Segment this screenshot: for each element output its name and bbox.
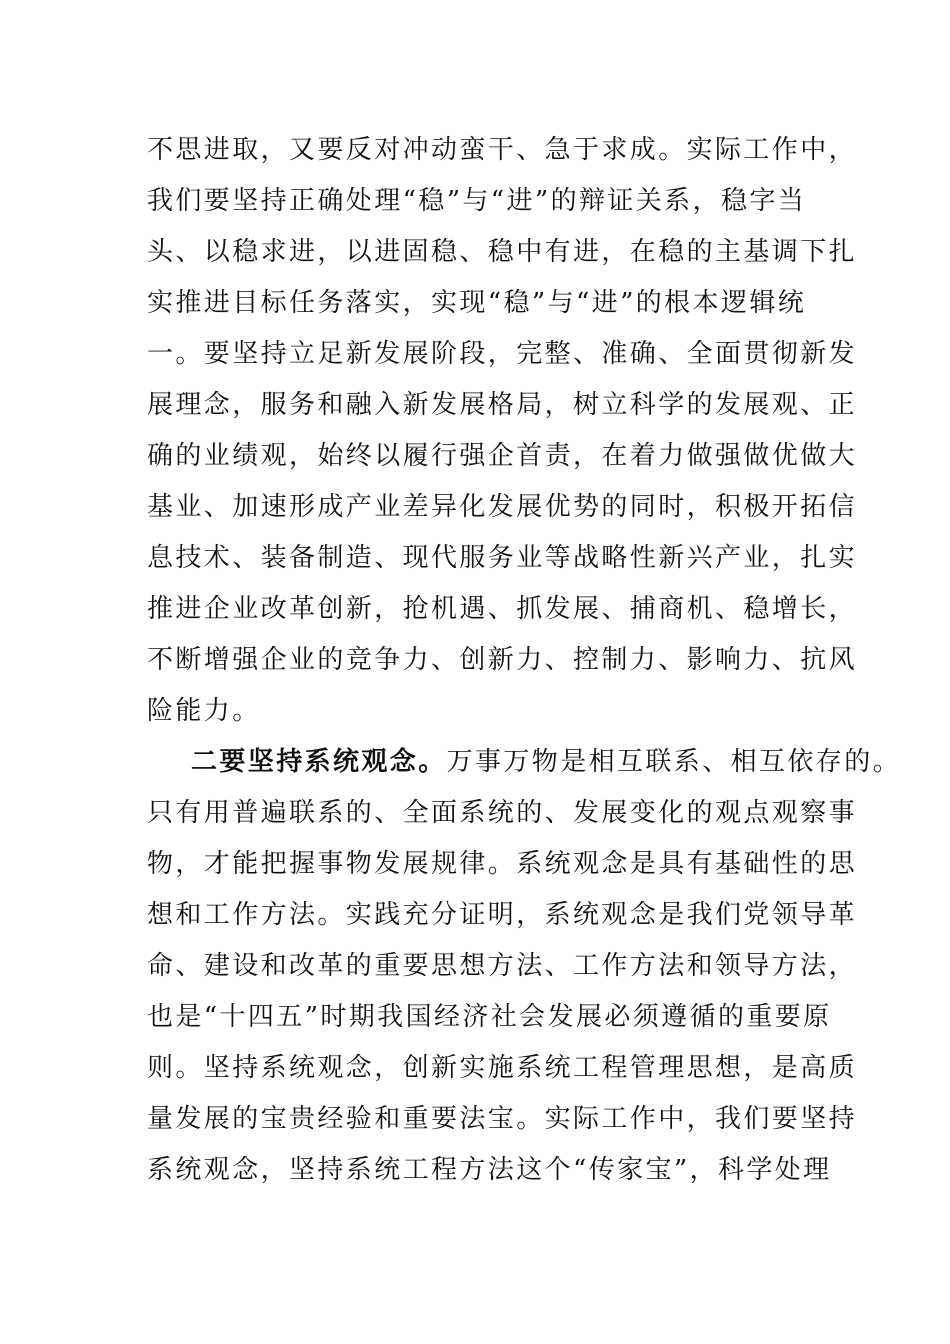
section-heading: 二要坚持系统观念。 (191, 747, 447, 777)
paragraph-2-line-9: 系统观念，坚持系统工程方法这个“传家宝”，科学处理 (147, 1155, 832, 1185)
paragraph-1-line-10: 推进企业改革创新，抢机遇、抓发展、捕商机、稳增长， (147, 594, 858, 624)
paragraph-1-line-5: 一。要坚持立足新发展阶段，完整、准确、全面贯彻新发 (147, 339, 858, 369)
paragraph-1-line-6: 展理念，服务和融入新发展格局，树立科学的发展观、正 (147, 390, 858, 420)
paragraph-1-line-11: 不断增强企业的竞争力、创新力、控制力、影响力、抗风 (147, 645, 858, 675)
paragraph-2-line-2: 只有用普遍联系的、全面系统的、发展变化的观点观察事 (147, 798, 858, 828)
paragraph-1-line-7: 确的业绩观，始终以履行强企首责，在着力做强做优做大 (147, 441, 858, 471)
paragraph-1-line-8: 基业、加速形成产业差异化发展优势的同时，积极开拓信 (147, 492, 858, 522)
paragraph-1-line-9: 息技术、装备制造、现代服务业等战略性新兴产业，扎实 (147, 543, 858, 573)
paragraph-1-line-4: 实推进目标任务落实，实现“稳”与“进”的根本逻辑统 (147, 288, 807, 318)
paragraph-2-line-7: 则。坚持系统观念，创新实施系统工程管理思想，是高质 (147, 1053, 858, 1083)
paragraph-1-line-3: 头、以稳求进，以进固稳、稳中有进，在稳的主基调下扎 (147, 237, 858, 267)
paragraph-2-line-8: 量发展的宝贵经验和重要法宝。实际工作中，我们要坚持 (147, 1104, 858, 1134)
paragraph-2-line-5: 命、建设和改革的重要思想方法、工作方法和领导方法， (147, 951, 858, 981)
paragraph-1-line-2: 我们要坚持正确处理“稳”与“进”的辩证关系，稳字当 (147, 186, 807, 216)
paragraph-1-line-12: 险能力。 (147, 696, 261, 726)
paragraph-2-line-4: 想和工作方法。实践充分证明，系统观念是我们党领导革 (147, 900, 858, 930)
paragraph-2-line-3: 物，才能把握事物发展规律。系统观念是具有基础性的思 (147, 849, 858, 879)
paragraph-2-first-line (191, 746, 901, 778)
paragraph-1-line-1: 不思进取，又要反对冲动蛮干、急于求成。实际工作中， (147, 135, 858, 165)
paragraph-2-first-line-text: 万事万物是相互联系、相互依存的。 (446, 747, 902, 777)
paragraph-2-line-6: 也是“十四五”时期我国经济社会发展必须遵循的重要原 (147, 1002, 832, 1032)
